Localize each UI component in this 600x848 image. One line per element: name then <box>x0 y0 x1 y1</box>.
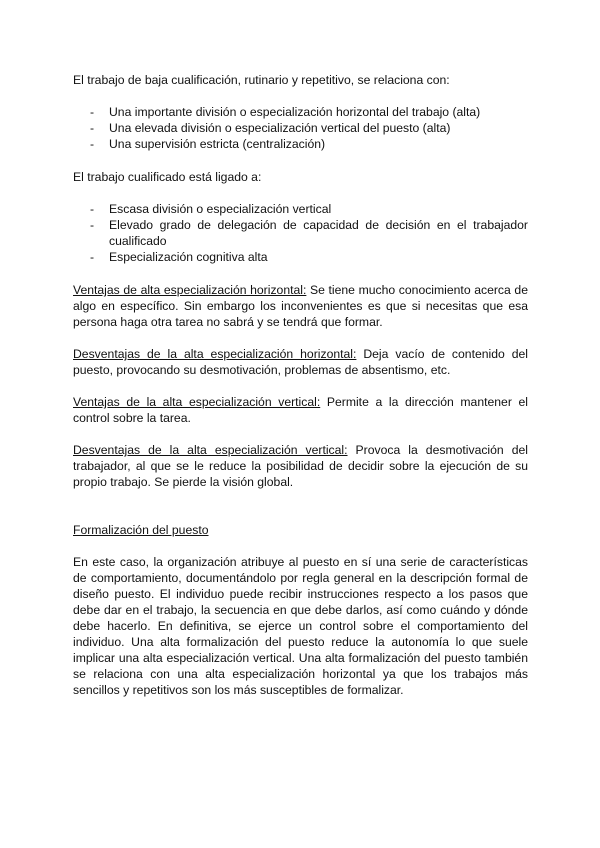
paragraph-ventajas-vertical <box>73 394 528 426</box>
paragraph-desventajas-horizontal <box>73 346 528 378</box>
text-ventajas-horizontal: Se tiene mucho conocimiento acerca de algo en específico. Sin embargo los inconvenientes es que si necesitas que esa persona haga otra tarea no sabrá y se tendrá que formar. <box>73 283 528 329</box>
label-ventajas-vertical: Ventajas de la alta especialización vertical: <box>73 395 321 409</box>
list-item: - Una elevada división o especialización vertical del puesto (alta) <box>73 120 528 136</box>
list-baja-cualificacion <box>73 104 528 152</box>
label-desventajas-vertical: Desventajas de la alta especialización vertical: <box>73 443 348 457</box>
list-item: - Especialización cognitiva alta <box>73 249 528 265</box>
paragraph-ventajas-horizontal <box>73 282 528 330</box>
intro-trabajo-cualificado: El trabajo cualificado está ligado a: <box>73 170 262 184</box>
paragraph-formalizacion: En este caso, la organización atribuye al puesto en sí una serie de características de comportamiento, documentándolo por regla general en la descripción formal de diseño puesto. El individuo puede recibir instrucciones respecto a los pasos que debe dar en el trabajo, la secuencia en que debe darlos, así como cuándo y dónde debe hacerlo. En definitiva, se ejerce un control sobre el comportamiento del individuo. Una alta formalización del puesto reduce la autonomía lo que suele implicar una alta especialización vertical. Una alta formalización del puesto también se relaciona con una alta especialización horizontal ya que los trabajos más sencillos y repetitivos son los más susceptibles de formalizar. <box>73 555 528 697</box>
list-item: - Una importante división o especialización horizontal del trabajo (alta) <box>73 104 528 120</box>
intro-baja-cualificacion: El trabajo de baja cualificación, rutinario y repetitivo, se relaciona con: <box>73 73 450 87</box>
text-desventajas-horizontal: Deja vacío de contenido del puesto, provocando su desmotivación, problemas de absentismo, etc. <box>73 347 528 377</box>
list-trabajo-cualificado <box>73 201 528 265</box>
heading-formalizacion: Formalización del puesto <box>73 523 209 537</box>
list-item: - Una supervisión estricta (centralización) <box>73 136 528 152</box>
text-ventajas-vertical: Permite a la dirección mantener el control sobre la tarea. <box>73 395 528 425</box>
label-desventajas-horizontal: Desventajas de la alta especialización horizontal: <box>73 347 357 361</box>
list-item: - Elevado grado de delegación de capacidad de decisión en el trabajador cualificado <box>73 217 528 249</box>
label-ventajas-horizontal: Ventajas de alta especialización horizontal: <box>73 283 307 297</box>
paragraph-desventajas-vertical <box>73 442 528 490</box>
list-item: - Escasa división o especialización vertical <box>73 201 528 217</box>
text-desventajas-vertical: Provoca la desmotivación del trabajador, al que se le reduce la posibilidad de decidir sobre la ejecución de su propio trabajo. Se pierde la visión global. <box>73 443 528 489</box>
